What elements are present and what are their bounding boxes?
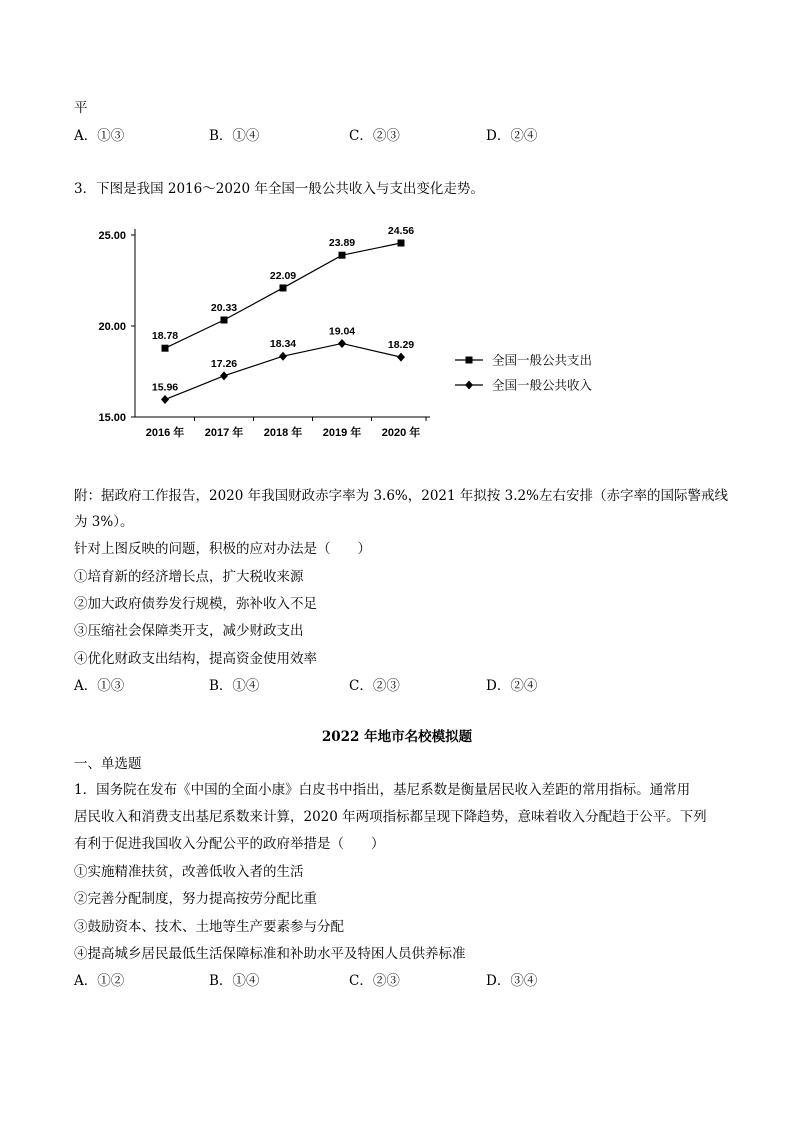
question-3-item-2: ②加大政府债券发行规模，弥补收入不足 [74,596,317,612]
data-point [220,371,228,380]
question-3-note-line2: 为 3%）。 [74,514,134,530]
question-1-line1: 1．国务院在发布《中国的全面小康》白皮书中指出，基尼系数是衡量居民收入差距的常用指标。通常用 [74,782,691,798]
x-tick-label: 2019 年 [322,427,362,439]
option-d[interactable]: D．②④ [486,678,538,694]
data-label: 20.33 [210,301,238,314]
question-3-stem: 3．下图是我国 2016～2020 年全国一般公共收入与支出变化走势。 [74,181,484,197]
option-b[interactable]: B．①④ [209,973,260,989]
section-title: 2022 年地市名校模拟题 [321,729,473,745]
data-label: 17.26 [210,357,238,370]
option-a[interactable]: A．①② [74,973,125,989]
data-label: 22.09 [269,269,297,282]
question-3-options [74,674,674,694]
option-b[interactable]: B．①④ [209,128,260,144]
data-label: 19.04 [328,325,356,338]
question-1-line2: 居民收入和消费支出基尼系数来计算，2020 年两项指标都呈现下降趋势，意味着收入分配趋于公平。下列 [74,809,707,825]
question-1-item-3: ③鼓励资本、技术、土地等生产要素参与分配 [74,919,344,935]
data-point [162,345,169,352]
x-tick-label: 2017 年 [204,427,244,439]
question-1-options [74,969,674,989]
question-3-item-3: ③压缩社会保障类开支，减少财政支出 [74,623,304,639]
option-a[interactable]: A．①③ [74,128,125,144]
chart-legend [455,353,593,393]
x-tick-label: 2018 年 [263,427,303,439]
y-tick-label: 25.00 [98,230,126,242]
legend-marker-square [466,357,473,364]
question-1-item-4: ④提高城乡居民最低生活保障标准和补助水平及特困人员供养标准 [74,946,466,962]
question-3-prompt: 针对上图反映的问题，积极的应对办法是（ ） [74,541,371,557]
option-c[interactable]: C．②③ [349,128,400,144]
data-point [279,352,287,361]
question-3-item-4: ④优化财政支出结构，提高资金使用效率 [74,651,317,667]
series-line-1 [165,243,401,351]
y-tick-label: 15.00 [98,412,126,424]
data-point [338,339,346,348]
x-axis-ticks [146,417,426,439]
data-point [397,353,405,362]
line-chart [90,215,610,450]
data-label: 18.34 [269,338,297,351]
question-3-item-1: ①培育新的经济增长点，扩大税收来源 [74,569,304,585]
option-b[interactable]: B．①④ [209,678,260,694]
data-label: 18.29 [387,339,415,352]
data-point [221,316,228,323]
x-tick-label: 2020 年 [381,427,421,439]
data-label: 15.96 [151,381,179,394]
option-c[interactable]: C．②③ [349,973,400,989]
data-point [161,395,169,404]
legend-marker-diamond [465,381,473,390]
x-tick-label: 2016 年 [145,427,185,439]
data-label: 18.78 [151,330,179,343]
chart-axes [135,229,430,417]
legend-label: 全国一般公共支出 [492,352,593,368]
data-point [339,252,346,259]
chart-series [152,225,414,404]
option-c[interactable]: C．②③ [349,678,400,694]
data-point [280,284,287,291]
prev-question-tail: 平 [74,100,88,116]
option-d[interactable]: D．③④ [486,973,538,989]
question-1-item-2: ②完善分配制度，努力提高按劳分配比重 [74,891,317,907]
legend-label: 全国一般公共收入 [492,377,593,393]
question-1-line3: 有利于促进我国收入分配公平的政府举措是（ ） [74,836,385,852]
data-label: 24.56 [387,225,415,238]
y-tick-label: 20.00 [98,321,126,333]
option-d[interactable]: D．②④ [486,128,538,144]
prev-options [74,124,674,144]
data-point [398,240,405,247]
section-subtitle: 一、单选题 [74,756,142,772]
question-1-item-1: ①实施精准扶贫，改善低收入者的生活 [74,864,304,880]
y-axis-ticks [98,230,135,424]
question-3-note-line1: 附：据政府工作报告，2020 年我国财政赤字率为 3.6%，2021 年拟按 3.2%左右安排（赤字率的国际警戒线 [74,488,728,504]
data-label: 23.89 [328,237,356,250]
option-a[interactable]: A．①③ [74,678,125,694]
